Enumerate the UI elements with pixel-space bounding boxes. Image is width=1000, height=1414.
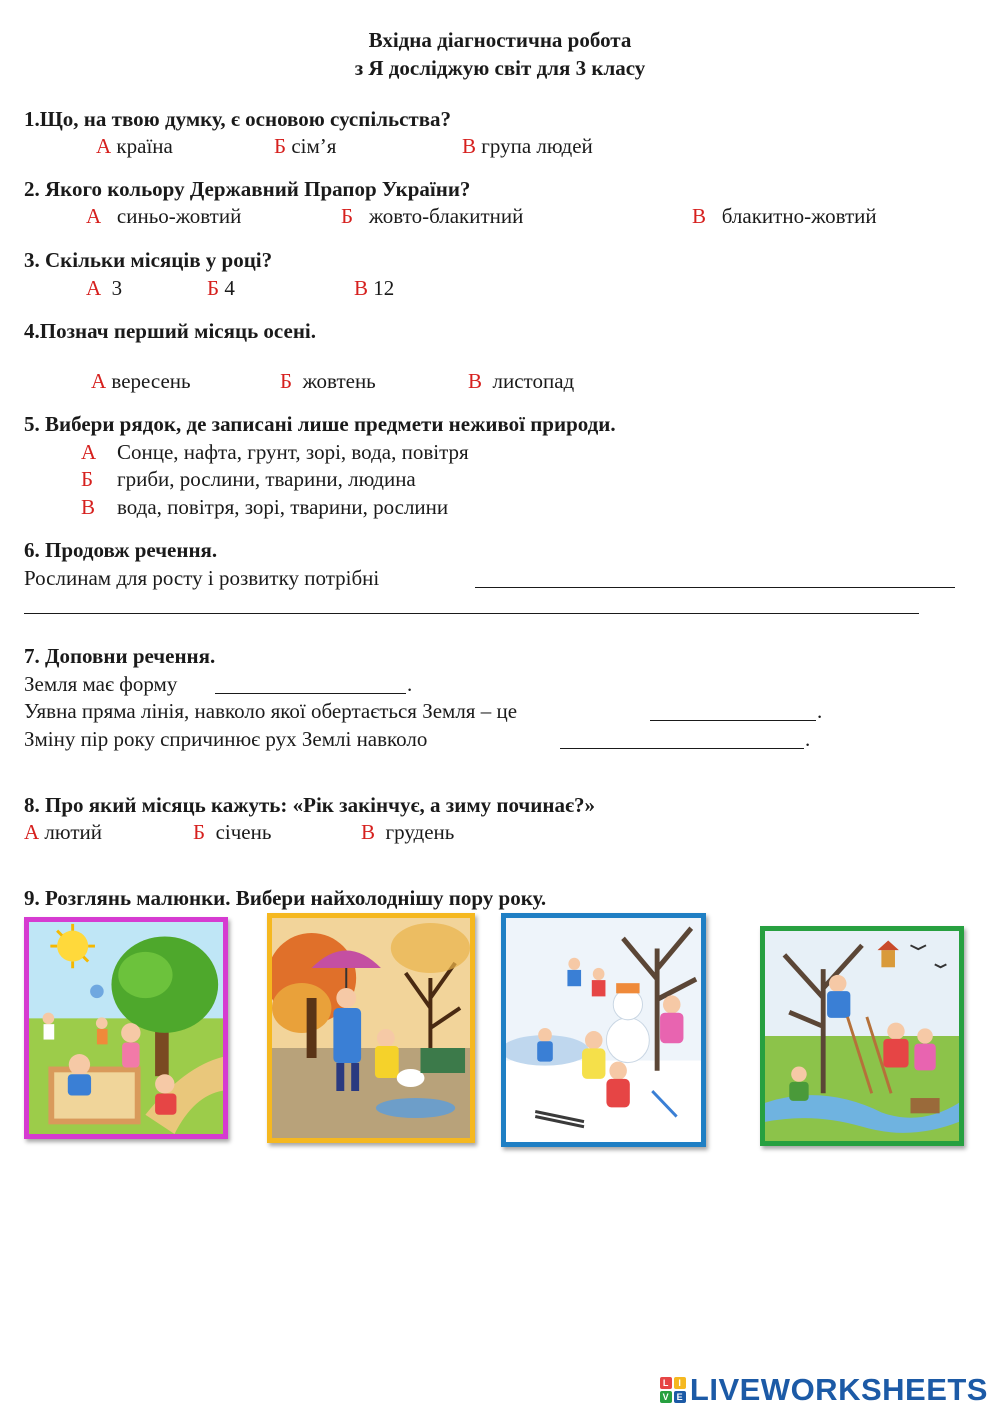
- option-letter: Б: [280, 369, 293, 393]
- option-text: жовто-блакитний: [368, 204, 524, 228]
- option-text: вода, повітря, зорі, тварини, рослини: [117, 495, 449, 519]
- q6-answer-blank-2[interactable]: [24, 613, 919, 614]
- option-letter: Б: [274, 134, 287, 158]
- option-letter: А: [96, 134, 112, 158]
- q7-answer-blank-2[interactable]: [650, 720, 816, 721]
- question-4: 4.Познач перший місяць осені.: [24, 319, 317, 343]
- q5-option-c[interactable]: [81, 494, 448, 520]
- q1-option-a[interactable]: [96, 133, 173, 159]
- option-text: блакитно-жовтий: [721, 204, 877, 228]
- question-7: 7. Доповни речення.: [24, 644, 216, 668]
- q4-option-c[interactable]: [468, 368, 574, 394]
- option-text: країна: [116, 134, 173, 158]
- liveworksheets-logo: [660, 1372, 988, 1408]
- winter-illustration: [506, 918, 701, 1142]
- q2-option-a[interactable]: [86, 203, 241, 229]
- question-1: 1.Що, на твою думку, є основою суспільства?: [24, 107, 452, 131]
- autumn-illustration: [272, 918, 470, 1138]
- option-text: січень: [215, 820, 272, 844]
- q7-end-mark-1: .: [407, 672, 413, 696]
- option-letter: В: [468, 369, 483, 393]
- q7-line2: Уявна пряма лінія, навколо якої обертається Земля – це: [24, 699, 518, 723]
- option-text: гриби, рослини, тварини, людина: [117, 467, 416, 491]
- question-2: 2. Якого кольору Державний Прапор України?: [24, 177, 471, 201]
- option-text: лютий: [44, 820, 102, 844]
- q8-option-c[interactable]: [361, 819, 454, 845]
- option-letter: А: [81, 440, 97, 464]
- option-text: 12: [373, 276, 395, 300]
- liveworksheets-logo-icon: [660, 1377, 686, 1403]
- question-5: 5. Вибери рядок, де записані лише предмети неживої природи.: [24, 412, 616, 436]
- option-text: 3: [111, 276, 123, 300]
- option-letter: А: [86, 204, 102, 228]
- q8-option-b[interactable]: [193, 819, 271, 845]
- autumn-picture[interactable]: [267, 913, 475, 1143]
- option-text: вересень: [111, 369, 191, 393]
- question-8: 8. Про який місяць кажуть: «Рік закінчує, а зиму починає?»: [24, 793, 596, 817]
- option-text: 4: [224, 276, 235, 300]
- option-letter: А: [91, 369, 107, 393]
- option-text: сім’я: [291, 134, 337, 158]
- worksheet-title-line1: Вхідна діагностична робота: [368, 28, 632, 52]
- logo-block-e: E: [674, 1391, 686, 1403]
- option-letter: В: [354, 276, 369, 300]
- q1-option-c[interactable]: [462, 133, 593, 159]
- q5-option-b[interactable]: [81, 466, 416, 492]
- option-text: Сонце, нафта, грунт, зорі, вода, повітря: [117, 440, 469, 464]
- option-letter: В: [462, 134, 477, 158]
- question-9: 9. Розглянь малюнки. Вибери найхолоднішу пору року.: [24, 886, 547, 910]
- question-3: 3. Скільки місяців у році?: [24, 248, 273, 272]
- option-letter: В: [361, 820, 376, 844]
- spring-illustration: [765, 931, 959, 1141]
- option-text: листопад: [492, 369, 575, 393]
- q3-option-a[interactable]: [86, 275, 122, 301]
- q4-option-b[interactable]: [280, 368, 376, 394]
- q4-option-a[interactable]: [91, 368, 191, 394]
- q5-option-a[interactable]: [81, 439, 469, 465]
- q2-option-c[interactable]: [692, 203, 877, 229]
- option-letter: В: [81, 495, 96, 519]
- logo-block-i: I: [674, 1377, 686, 1389]
- option-letter: Б: [207, 276, 220, 300]
- q7-end-mark-2: .: [817, 699, 823, 723]
- option-text: синьо-жовтий: [116, 204, 242, 228]
- option-letter: В: [692, 204, 707, 228]
- logo-block-v: V: [660, 1391, 672, 1403]
- summer-picture[interactable]: [24, 917, 228, 1139]
- option-letter: Б: [193, 820, 206, 844]
- q6-sentence: Рослинам для росту і розвитку потрібні: [24, 566, 380, 590]
- worksheet-title-line2: з Я досліджую світ для 3 класу: [354, 56, 646, 80]
- q6-answer-blank-1[interactable]: [475, 587, 955, 588]
- summer-illustration: [29, 922, 223, 1134]
- option-text: грудень: [385, 820, 455, 844]
- q7-line3: Зміну пір року спричинює рух Землі навколо: [24, 727, 428, 751]
- option-text: жовтень: [302, 369, 376, 393]
- option-letter: А: [86, 276, 102, 300]
- q2-option-b[interactable]: [341, 203, 523, 229]
- option-text: група людей: [481, 134, 593, 158]
- q1-option-b[interactable]: [274, 133, 336, 159]
- logo-block-l: L: [660, 1377, 672, 1389]
- q3-option-b[interactable]: [207, 275, 235, 301]
- q7-line1: Земля має форму: [24, 672, 178, 696]
- question-6: 6. Продовж речення.: [24, 538, 218, 562]
- winter-picture[interactable]: [501, 913, 706, 1147]
- option-letter: А: [24, 820, 40, 844]
- option-letter: Б: [81, 467, 94, 491]
- option-letter: Б: [341, 204, 354, 228]
- spring-picture[interactable]: [760, 926, 964, 1146]
- q8-option-a[interactable]: [24, 819, 102, 845]
- q7-answer-blank-1[interactable]: [215, 693, 406, 694]
- brand-name: LIVEWORKSHEETS: [689, 1372, 988, 1407]
- q3-option-c[interactable]: [354, 275, 394, 301]
- q7-end-mark-3: .: [805, 727, 811, 751]
- q7-answer-blank-3[interactable]: [560, 748, 804, 749]
